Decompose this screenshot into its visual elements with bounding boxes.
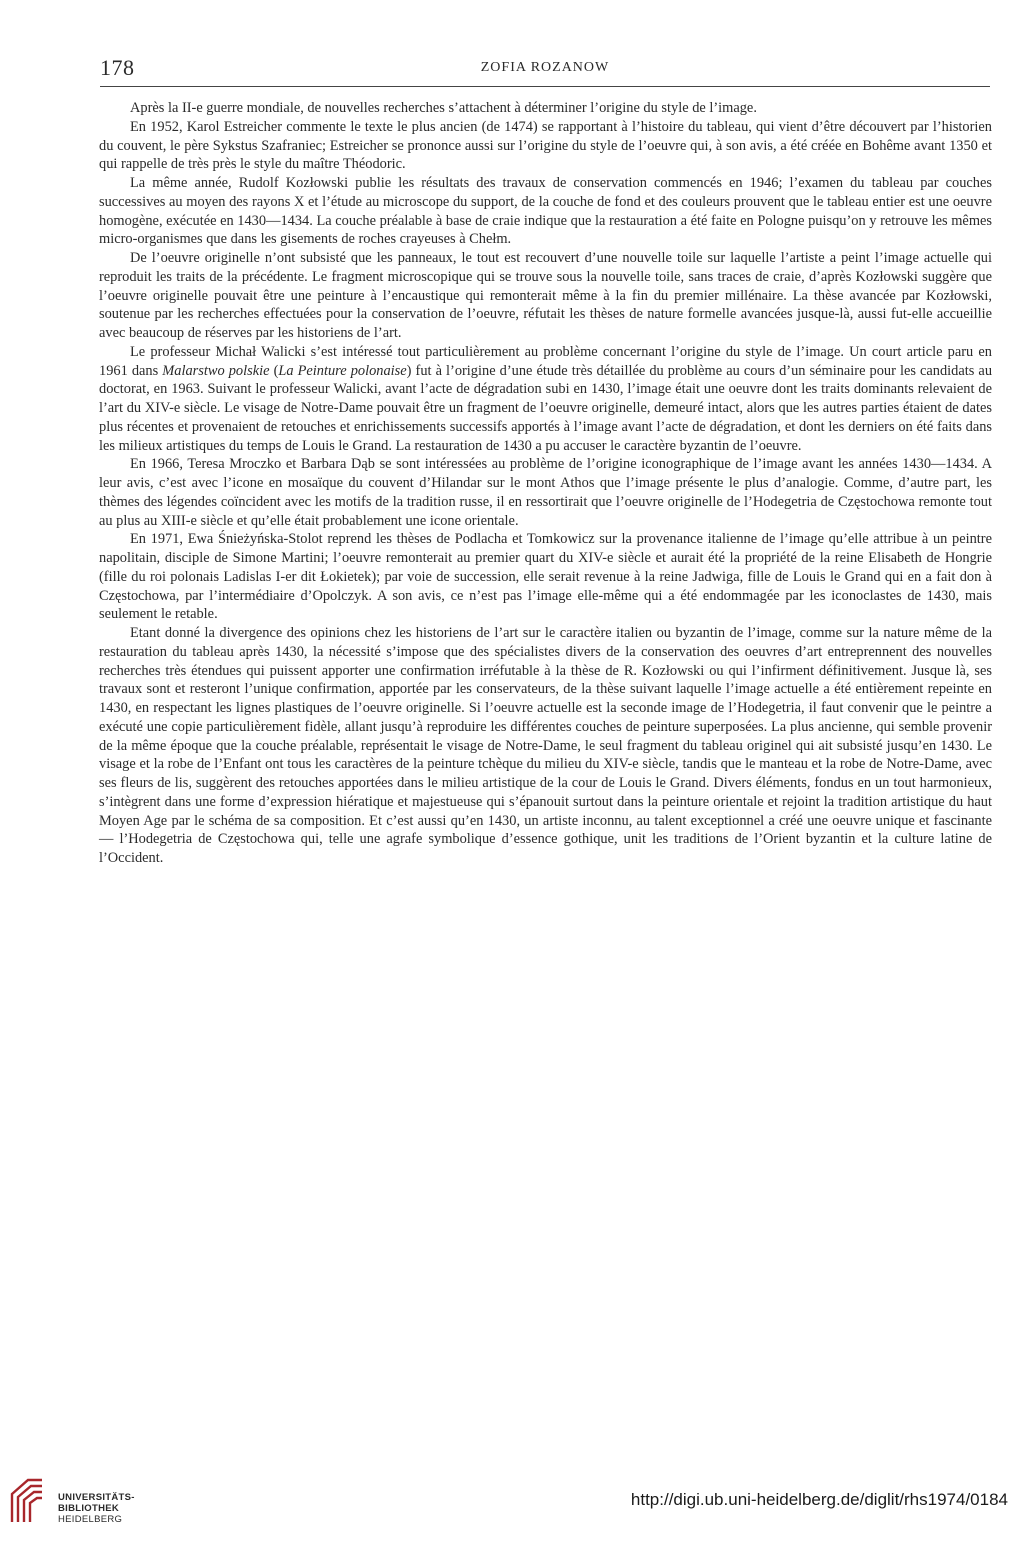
article-body	[99, 99, 992, 868]
running-title: ZOFIA ROZANOW	[480, 60, 610, 75]
logo-line-1: UNIVERSITÄTS-	[58, 1492, 135, 1503]
paragraph-1: Après la II-e guerre mondiale, de nouvelles recherches s’attachent à déterminer l’origine du style de l’image.	[130, 100, 757, 116]
page-number: 178	[100, 55, 135, 80]
source-url[interactable]: http://digi.ub.uni-heidelberg.de/diglit/rhs1974/0184	[630, 1490, 1008, 1509]
paragraph-4: De l’oeuvre originelle n’ont subsisté que les panneaux, le tout est recouvert d’une nouvelle toile sur laquelle l’artiste a peint l’image actuelle qui reproduit les traits de la précédente. Le fragment microscopique qui se trouve sous la nouvelle toile, sans traces de craie, d’après Kozłowski suggère que l’oeuvre originelle pouvait être une peinture à l’encaustique qui remonterait même à la fin du premier millénaire. La thèse avancée par Kozłowski, soutenue par les recherches effectuées pour la conservation de l’oeuvre, réfutait les thèses de nature formelle avancées jusque-là, aussi fut-elle accueillie avec beaucoup de réserves par les historiens de l’art.	[99, 250, 992, 341]
journal-title-french: La Peinture polonaise	[278, 362, 407, 379]
journal-title-polish: Malarstwo polskie	[162, 362, 270, 379]
library-logo[interactable]	[8, 1476, 248, 1526]
paragraph-7: En 1971, Ewa Śnieżyńska-Stolot reprend les thèses de Podlacha et Tomkowicz sur la provenance italienne de l’image qu’elle attribue à un peintre napolitain, disciple de Simone Martini; l’oeuvre remonterait au premier quart du XIV-e siècle et aurait été la propriété de la reine Elisabeth de Hongrie (fille du roi polonais Ladislas I-er dit Łokietek); par voie de succession, elle serait revenue à la reine Jadwiga, fille de Louis le Grand qui en a fait don à Częstochowa, par l’intermédiaire d’Opolczyk. A son avis, ce n’est pas l’image elle-même qui a été endommagée par les iconoclastes de 1430, mais seulement le retable.	[99, 531, 992, 623]
logo-line-3: HEIDELBERG	[58, 1514, 123, 1525]
paragraph-8: Etant donné la divergence des opinions chez les historiens de l’art sur le caractère italien ou byzantin de l’image, comme sur la nature même de la restauration du tableau après 1430, la nécessité s’impose que des spécialistes divers de la conservation des oeuvres d’art entreprennent des nouvelles recherches très étendues qui puissent apporter une confirmation irréfutable à la thèse de R. Kozłowski ou qui l’infirment définitivement. Jusque là, ses travaux sont et resteront l’unique confirmation, apportée par les conservateurs, de la thèse suivant laquelle l’image actuelle a été entièrement repeinte en 1430, en respectant les lignes plastiques de l’oeuvre originelle. Si l’oeuvre actuelle est la seconde image de l’Hodegetria, il faut convenir que le peintre a exécuté une copie particulièrement fidèle, allant jusqu’à reproduire les différentes couches de peinture superposées. La plus ancienne, qui semble provenir de la même époque que la couche préalable, représentait le visage de Notre-Dame, le seul fragment du tableau originel qui ait subsisté jusqu’en 1430. Le visage et la robe de l’Enfant ont tous les caractères de la peinture tchèque du milieu du XIV-e siècle, tandis que le manteau et la robe de Notre-Dame, avec ses fleurs de lis, suggèrent des retouches apportées dans le milieu artistique de la cour de Louis le Grand. Divers éléments, fondus en un tout harmonieux, s’intègrent dans une forme d’expression hiératique et majestueuse qui s’épanouit surtout dans la peinture orientale et rejoint la tradition artistique du haut Moyen Age par le schéma de sa composition. Et c’est aussi qu’en 1430, un artiste inconnu, au talent exceptionnel a créé une oeuvre unique et fascinante — l’Hodegetria de Częstochowa qui, telle une agrafe symbolique d’essence gothique, unit les traditions de l’Orient byzantin et la culture latine de l’Occident.	[99, 625, 992, 866]
paragraph-2: En 1952, Karol Estreicher commente le texte le plus ancien (de 1474) se rapportant à l’histoire du tableau, qui vient d’être découvert par l’historien du couvent, le père Sykstus Szafraniec; Estreicher se prononce aussi sur l’origine du style de l’oeuvre qui, à son avis, a été créée en Bohême avant 1350 et qui rappelle de très près le style du maître Théodoric.	[99, 118, 992, 173]
paragraph-5	[99, 343, 992, 456]
page-header	[100, 56, 990, 87]
library-logo-icon	[8, 1476, 46, 1526]
paragraph-5-text-a: Le professeur Michał Walicki s’est intéressé tout particulièrement au problème concernant l’origine du style de l’image. Un court article paru en 1961 dans	[99, 343, 992, 379]
library-logo-text	[58, 1492, 135, 1525]
paragraph-6: En 1966, Teresa Mroczko et Barbara Dąb se sont intéressées au problème de l’origine iconographique de l’image avant les années 1430—1434. A leur avis, c’est avec l’icone en mosaïque du couvent d’Hilandar sur le mont Athos que l’image présente le plus d’analogie. Comme, d’autre part, les thèmes des légendes coïncident avec les motifs de la tradition russe, il en ressortirait que l’oeuvre originelle de l’Hodegetria de Częstochowa remonte tout au plus au XIII-e siècle et qu’elle était probablement une icone orientale.	[99, 456, 992, 529]
logo-line-2: BIBLIOTHEK	[58, 1503, 120, 1514]
paragraph-5-text-c: ) fut à l’origine d’une étude très détaillée du problème au cours d’un séminaire pour les candidats au doctorat, en 1963. Suivant le professeur Walicki, avant l’acte de dégradation subi en 1430, l’image était une oeuvre dont les traits dominants relevaient de l’art du XIV-e siècle. Le visage de Notre-Dame pouvait être un fragment de l’oeuvre originelle, demeuré intact, alors que les autres parties étaient de dates plus récentes et provenaient de retouches et enrichissements successifs apportés à l’image avant l’acte de dégradation, et dont les derniers on été faits dans les milieux artistiques du temps de Louis le Grand. La restauration de 1430 a pu accuser le caractère byzantin de l’oeuvre.	[99, 362, 993, 454]
paragraph-5-text-b: (	[269, 362, 279, 379]
paragraph-3: La même année, Rudolf Kozłowski publie les résultats des travaux de conservation commencés en 1946; l’examen du tableau par couches successives au moyen des rayons X et l’étude au microscope du support, de la couche de fond et des couleurs prouvent que le tableau entier est une oeuvre homogène, exécutée en 1430—1434. La couche préalable à base de craie indique que la restauration a été faite en Pologne puisqu’on y retrouve les mêmes micro-organismes que dans les gisements de roches crayeuses à Chełm.	[99, 175, 992, 248]
